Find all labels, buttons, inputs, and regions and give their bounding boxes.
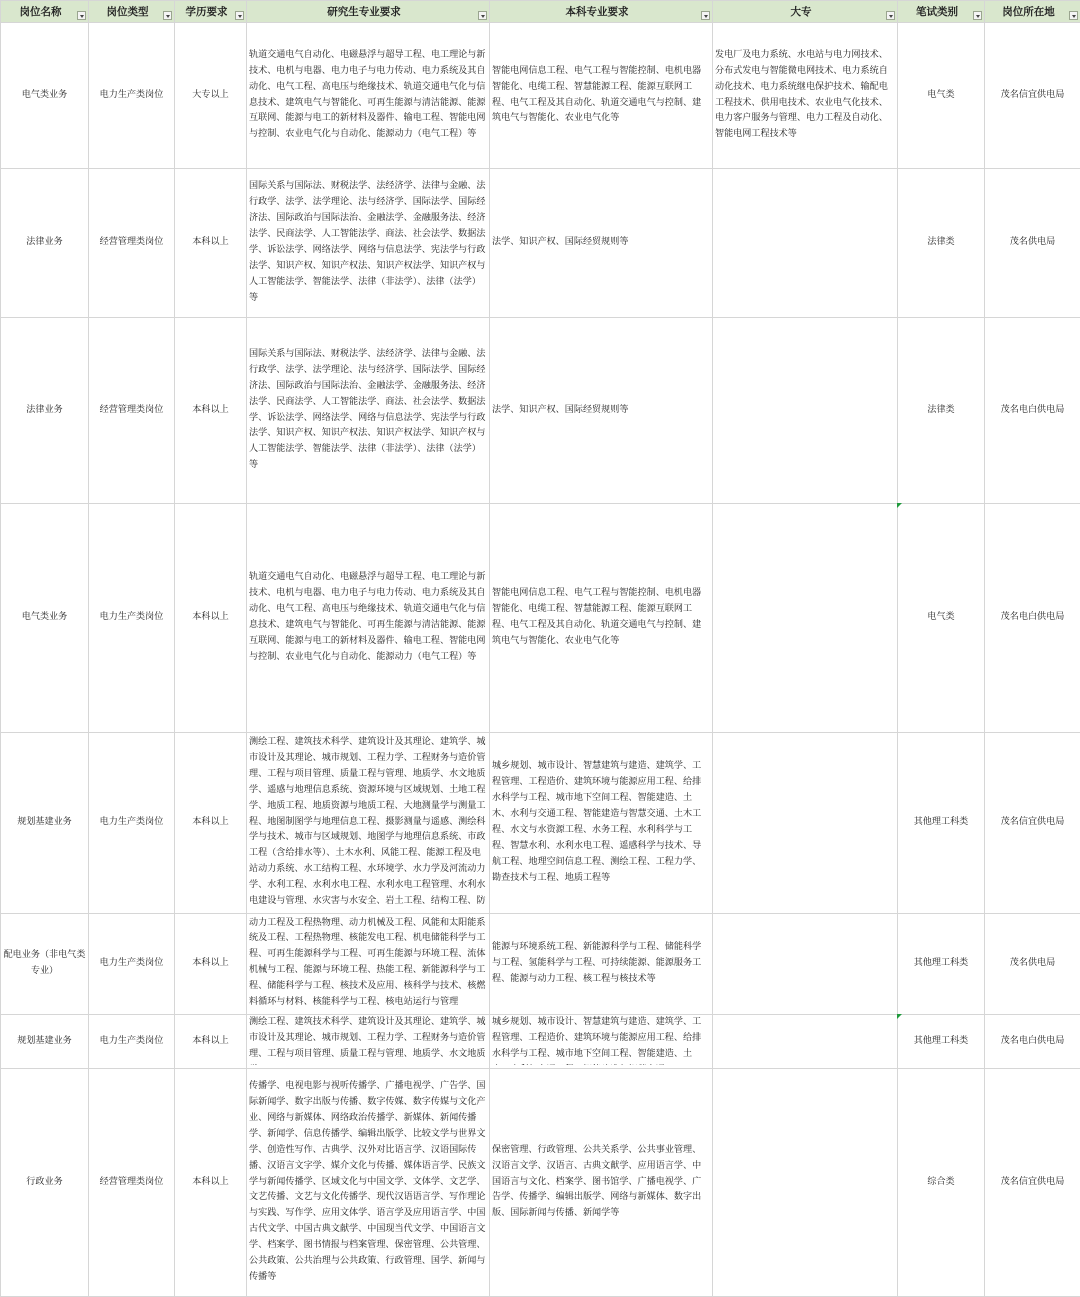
table-row <box>1 23 1080 169</box>
cell-college-major[interactable] <box>713 318 898 504</box>
cell-undergrad-major[interactable]: 城乡规划、城市设计、智慧建筑与建造、建筑学、工程管理、工程造价、建筑环境与能源应用工程、给排水科学与工程、城市地下空间工程、智能建造、土木、水利与交通工程、智能建造与智慧交通、土木工程、水文与水资源工程、水务工程、水利科学与工程、智慧水利、水利水电工程、遥感科学与技术、导航工程、地理空间信息工程、测绘工程、工程力学、勘查技术与工程、地质工程等 <box>490 733 713 914</box>
cell-exam-category[interactable]: 其他理工科类 <box>898 1015 985 1069</box>
filter-dropdown-icon[interactable] <box>235 11 244 20</box>
cell-undergrad-major[interactable] <box>490 1015 713 1069</box>
cell-graduate-major[interactable]: 传播学、电视电影与视听传播学、广播电视学、广告学、国际新闻学、数字出版与传播、数字传媒、数字传媒与文化产业、网络与新媒体、网络政治传播学、新媒体、新闻传播学、新闻学、信息传播学、编辑出版学、比较文学与世界文学、创造性写作、古典学、汉外对比语言学、汉语国际传播、汉语言文字学、媒介文化与传播、媒体语言学、民族文学与新闻传播学、区域文化与中国文学、文体学、文艺学、文艺传播、文艺与文化传播学、现代汉语语言学、写作理论与实践、写作学、应用文体学、语言学及应用语言学、中国古代文学、中国古典文献学、中国现当代文学、中国语言文学、档案学、图书情报与档案管理、保密管理、公共管理、公共政策、公共治理与公共政策、行政管理、国学、新闻与传播等 <box>247 1069 490 1297</box>
cell-position-type[interactable]: 经营管理类岗位 <box>89 318 175 504</box>
header-position-type[interactable] <box>89 1 175 23</box>
cell-college-major[interactable] <box>713 733 898 914</box>
header-graduate-major[interactable] <box>247 1 490 23</box>
header-label: 大专 <box>790 6 812 18</box>
cell-exam-category[interactable]: 电气类 <box>898 504 985 733</box>
table-row <box>1 733 1080 914</box>
header-location[interactable] <box>985 1 1080 23</box>
table-row <box>1 914 1080 1015</box>
header-label: 研究生专业要求 <box>327 6 401 18</box>
filter-dropdown-icon[interactable] <box>163 11 172 20</box>
header-label: 岗位名称 <box>19 6 62 18</box>
comment-indicator[interactable] <box>897 503 902 508</box>
comment-indicator[interactable] <box>897 1014 902 1019</box>
cell-position-name[interactable]: 配电业务（非电气类专业） <box>1 914 89 1015</box>
filter-dropdown-icon[interactable] <box>1069 11 1078 20</box>
cell-position-type[interactable]: 电力生产类岗位 <box>89 1015 175 1069</box>
cell-position-type[interactable]: 经营管理类岗位 <box>89 169 175 318</box>
cell-position-name[interactable]: 电气类业务 <box>1 504 89 733</box>
cell-position-type[interactable]: 电力生产类岗位 <box>89 23 175 169</box>
filter-dropdown-icon[interactable] <box>478 11 487 20</box>
cell-education[interactable]: 本科以上 <box>175 1069 247 1297</box>
cell-location[interactable]: 茂名供电局 <box>985 169 1080 318</box>
cell-graduate-major[interactable]: 轨道交通电气自动化、电磁悬浮与超导工程、电工理论与新技术、电机与电器、电力电子与电力传动、电力系统及其自动化、电气工程、高电压与绝缘技术、轨道交通电气化与信息技术、建筑电气与智能化、可再生能源与清洁能源、能源互联网、能源与电工的新材料及器件、输电工程、智能电网与控制、农业电气化与自动化、能源动力（电气工程）等 <box>247 504 490 733</box>
cell-education[interactable]: 大专以上 <box>175 23 247 169</box>
table-row <box>1 1069 1080 1297</box>
filter-dropdown-icon[interactable] <box>973 11 982 20</box>
table-row <box>1 504 1080 733</box>
header-label: 岗位所在地 <box>1002 6 1055 18</box>
cell-exam-category[interactable]: 法律类 <box>898 318 985 504</box>
cell-undergrad-major[interactable]: 智能电网信息工程、电气工程与智能控制、电机电器智能化、电缆工程、智慧能源工程、能源互联网工程、电气工程及其自动化、轨道交通电气与控制、建筑电气与智能化、农业电气化等 <box>490 23 713 169</box>
cell-position-type[interactable]: 电力生产类岗位 <box>89 504 175 733</box>
cell-position-type[interactable]: 电力生产类岗位 <box>89 914 175 1015</box>
header-label: 岗位类型 <box>106 6 149 18</box>
filter-dropdown-icon[interactable] <box>886 11 895 20</box>
cell-college-major[interactable] <box>713 169 898 318</box>
cell-location[interactable]: 茂名信宜供电局 <box>985 23 1080 169</box>
header-label: 本科专业要求 <box>565 6 629 18</box>
header-undergrad-major[interactable] <box>490 1 713 23</box>
table-row <box>1 169 1080 318</box>
cell-education[interactable]: 本科以上 <box>175 733 247 914</box>
cell-exam-category[interactable]: 法律类 <box>898 169 985 318</box>
cell-location[interactable]: 茂名供电局 <box>985 914 1080 1015</box>
cell-position-name[interactable]: 行政业务 <box>1 1069 89 1297</box>
cell-graduate-major-text: 测绘工程、建筑技术科学、建筑设计及其理论、建筑学、城市设计及其理论、城市规划、工程力学、工程财务与造价管理、工程与项目管理、质量工程与管理、地质学、水文地质学、遥感与地理信息系统、资源环境与区域规划、土地工程学、地质工程、地质资源与地质工程、大地测量学与测量工程、地图制图学与地理信息工程、摄影测量与遥感、测绘科学与技术、城市与区域规划、地图学与地理信息系统、市政工程（含给排水等）、土木水利、风能工程、能源工程及电站动力系统、水工结构工程、水环境学、水力学及河流动力学、水利工程、水利水电工程、水利水电工程管理、水利水电建设与管理、水灾害与水安全、岩土工程、结构工程、防 <box>249 737 486 907</box>
cell-college-major[interactable] <box>713 504 898 733</box>
table-row <box>1 318 1080 504</box>
cell-location[interactable]: 茂名电白供电局 <box>985 318 1080 504</box>
cell-location[interactable]: 茂名信宜供电局 <box>985 733 1080 914</box>
cell-undergrad-major[interactable]: 能源与环境系统工程、新能源科学与工程、储能科学与工程、氢能科学与工程、可持续能源、能源服务工程、能源与动力工程、核工程与核技术等 <box>490 914 713 1015</box>
header-row <box>1 1 1080 23</box>
cell-exam-category[interactable]: 其他理工科类 <box>898 914 985 1015</box>
cell-position-name[interactable]: 法律业务 <box>1 169 89 318</box>
cell-graduate-major[interactable]: 轨道交通电气自动化、电磁悬浮与超导工程、电工理论与新技术、电机与电器、电力电子与电力传动、电力系统及其自动化、电气工程、高电压与绝缘技术、轨道交通电气化与信息技术、建筑电气与智能化、可再生能源与清洁能源、能源互联网、能源与电工的新材料及器件、输电工程、智能电网与控制、农业电气化与自动化、能源动力（电气工程）等 <box>247 23 490 169</box>
cell-graduate-major[interactable] <box>247 914 490 1015</box>
header-label: 学历要求 <box>185 6 228 18</box>
cell-graduate-major-text: 动力工程及工程热物理、动力机械及工程、风能和太阳能系统及工程、工程热物理、核能发电工程、机电储能科学与工程、可再生能源科学与工程、可再生能源与环境工程、流体机械与工程、能源与环境工程、热能工程、新能源科学与工程、储能科学与工程、核技术及应用、核科学与技术、核燃料循环与材料、核能科学与工程、核电站运行与管理 <box>249 917 486 1008</box>
cell-exam-category[interactable]: 综合类 <box>898 1069 985 1297</box>
cell-undergrad-major[interactable]: 法学、知识产权、国际经贸规则等 <box>490 318 713 504</box>
header-education[interactable] <box>175 1 247 23</box>
filter-dropdown-icon[interactable] <box>701 11 710 20</box>
cell-education[interactable]: 本科以上 <box>175 169 247 318</box>
cell-undergrad-major[interactable]: 保密管理、行政管理、公共关系学、公共事业管理、汉语言文学、汉语言、古典文献学、应用语言学、中国语言与文化、档案学、图书馆学、广播电视学、广告学、传播学、编辑出版学、网络与新媒体、数字出版、国际新闻与传播、新闻学等 <box>490 1069 713 1297</box>
cell-location[interactable]: 茂名电白供电局 <box>985 1015 1080 1069</box>
filter-dropdown-icon[interactable] <box>77 11 86 20</box>
header-position-name[interactable] <box>1 1 89 23</box>
cell-college-major[interactable] <box>713 1015 898 1069</box>
cell-undergrad-major[interactable]: 法学、知识产权、国际经贸规则等 <box>490 169 713 318</box>
cell-location[interactable]: 茂名信宜供电局 <box>985 1069 1080 1297</box>
header-college-major[interactable] <box>713 1 898 23</box>
cell-graduate-major[interactable]: 国际关系与国际法、财税法学、法经济学、法律与金融、法行政学、法学、法学理论、法与经济学、国际法学、国际经济法、国际政治与国际法治、金融法学、金融服务法、经济法学、民商法学、人工智能法学、商法、社会法学、数据法学、诉讼法学、网络法学、网络与信息法学、宪法学与行政法学、知识产权、知识产权法、知识产权法学、知识产权与人工智能法学、智能法学、法律（非法学）、法律（法学）等 <box>247 318 490 504</box>
cell-graduate-major[interactable]: 国际关系与国际法、财税法学、法经济学、法律与金融、法行政学、法学、法学理论、法与经济学、国际法学、国际经济法、国际政治与国际法治、金融法学、金融服务法、经济法学、民商法学、人工智能法学、商法、社会法学、数据法学、诉讼法学、网络法学、网络与信息法学、宪法学与行政法学、知识产权、知识产权法、知识产权法学、知识产权与人工智能法学、智能法学、法律（非法学）、法律（法学）等 <box>247 169 490 318</box>
header-label: 笔试类别 <box>916 6 958 18</box>
cell-graduate-major[interactable] <box>247 1015 490 1069</box>
cell-position-name[interactable]: 规划基建业务 <box>1 733 89 914</box>
cell-position-name[interactable]: 规划基建业务 <box>1 1015 89 1069</box>
cell-college-major[interactable] <box>713 914 898 1015</box>
cell-position-type[interactable]: 电力生产类岗位 <box>89 733 175 914</box>
table-row <box>1 1015 1080 1069</box>
cell-exam-category[interactable]: 其他理工科类 <box>898 733 985 914</box>
cell-position-name[interactable]: 电气类业务 <box>1 23 89 169</box>
cell-college-major[interactable]: 发电厂及电力系统、水电站与电力网技术、分布式发电与智能微电网技术、电力系统自动化技术、电力系统继电保护技术、输配电工程技术、供用电技术、农业电气化技术、电力客户服务与管理、电力工程及自动化、智能电网工程技术等 <box>713 23 898 169</box>
cell-undergrad-major-text: 城乡规划、城市设计、智慧建筑与建造、建筑学、工程管理、工程造价、建筑环境与能源应用工程、给排水科学与工程、城市地下空间工程、智能建造、土 <box>492 1017 702 1059</box>
header-exam-category[interactable] <box>898 1 985 23</box>
cell-position-name[interactable]: 法律业务 <box>1 318 89 504</box>
cell-graduate-major[interactable] <box>247 733 490 914</box>
cell-education[interactable]: 本科以上 <box>175 1015 247 1069</box>
cell-graduate-major-text: 测绘工程、建筑技术科学、建筑设计及其理论、建筑学、城市设计及其理论、城市规划、工程力学、工程财务与造价管理、工程与项目管理、质量工程与管理、地质学、水文地质 <box>249 1017 486 1059</box>
cell-exam-category[interactable]: 电气类 <box>898 23 985 169</box>
cell-education[interactable]: 本科以上 <box>175 914 247 1015</box>
cell-position-type[interactable]: 经营管理类岗位 <box>89 1069 175 1297</box>
cell-college-major[interactable] <box>713 1069 898 1297</box>
cell-location[interactable]: 茂名电白供电局 <box>985 504 1080 733</box>
cell-undergrad-major[interactable]: 智能电网信息工程、电气工程与智能控制、电机电器智能化、电缆工程、智慧能源工程、能源互联网工程、电气工程及其自动化、轨道交通电气与控制、建筑电气与智能化、农业电气化等 <box>490 504 713 733</box>
cell-education[interactable]: 本科以上 <box>175 318 247 504</box>
cell-education[interactable]: 本科以上 <box>175 504 247 733</box>
